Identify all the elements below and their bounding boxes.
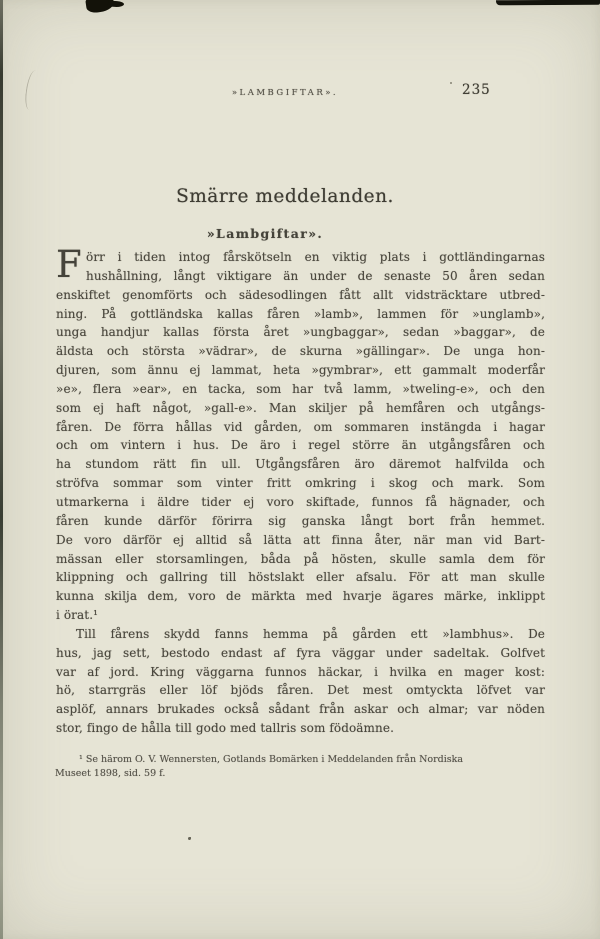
body-text-line: djuren, som ännu ej lammat, heta »gymbrar», ett gammalt moderfår [56, 363, 545, 378]
body-text-line: fåren kunde därför förirra sig ganska långt bort från hemmet. [56, 513, 545, 528]
page-number: 235 [462, 82, 491, 98]
body-text-line: örr i tiden intog fårskötseln en viktig plats i gottländingarnas [86, 250, 545, 264]
body-text-line: som ej haft något, »gall-e». Man skiljer på hemfåren och utgångs- [56, 400, 545, 415]
ink-blot-streak [108, 0, 124, 7]
section-title: Smärre meddelanden. [176, 186, 394, 207]
body-text-line: De voro därför ej alltid så lätta att finna åter, när man vid Bart- [56, 532, 545, 547]
footnote [55, 753, 547, 780]
body-text-line: och om vintern i hus. De äro i regel större än utgångsfåren och [56, 438, 545, 453]
body-text-line: »e», flera »ear», en tacka, som har två lamm, »tweling-e», och den [56, 381, 545, 396]
body-text-line: enskiftet genomförts och sädesodlingen fått allt vidsträcktare utbred- [56, 287, 545, 302]
body-text-line: i örat.¹ [56, 608, 99, 623]
drop-cap: F [56, 243, 82, 286]
body-text-line: fåren. De förra hållas vid gården, om sommaren instängda i hagar [56, 419, 545, 434]
body-text-line: mässan eller storsamlingen, båda på hösten, skulle samla dem för [56, 551, 545, 566]
body-text-line: Till fårens skydd fanns hemma på gården ett »lambhus». De [76, 626, 545, 641]
body-text-line: utmarkerna i äldre tider ej voro skiftade, funnos få hägnader, och [56, 494, 545, 509]
paper-speck [188, 837, 191, 840]
body-text-line: hö, starrgräs eller löf bjöds fåren. Det mest omtyckta löfvet var [56, 683, 545, 698]
body-text-line: äldsta och största »vädrar», de skurna »gällingar». De unga hon- [56, 344, 545, 359]
body-text [56, 243, 545, 738]
body-text-line: var af jord. Kring väggarna funnos häckar, i hvilka en mager kost: [56, 664, 545, 679]
body-text-line: ha stundom rätt fin ull. Utgångsfåren äro däremot halfvilda och [56, 457, 545, 472]
body-text-line: klippning och gallring till höstslakt eller afsalu. För att man skulle [56, 570, 545, 585]
body-text-line: unga handjur kallas första året »ungbaggar», sedan »baggar», de [56, 325, 545, 340]
article-title: »Lambgiftar». [206, 226, 324, 241]
body-text-line: asplöf, annars brukades också sådant från askar och almar; var nöden [56, 702, 545, 717]
paper-speck [450, 82, 452, 84]
body-text-line: kunna skilja dem, voro de märkta med hvarje ägares märke, inklippt [56, 589, 545, 604]
body-text-line: ning. På gottländska kallas fåren »lamb», lammen för »unglamb», [56, 306, 545, 321]
scan-edge-shadow [0, 0, 3, 939]
footnote-line: ¹ Se härom O. V. Wennersten, Gotlands Bomärken i Meddelanden från Nordiska [79, 754, 464, 765]
scan-dark-bar [496, 0, 600, 5]
body-text-line: hus, jag sett, bestodo endast af fyra väggar under sadeltak. Golfvet [56, 645, 545, 660]
body-text-line: stor, fingo de hålla till godo med tallris som födoämne. [56, 721, 394, 736]
running-header: »LAMBGIFTAR». [231, 88, 339, 98]
footnote-line: Museet 1898, sid. 59 f. [55, 767, 166, 779]
body-text-line: hushållning, långt viktigare än under de senaste 50 åren sedan [86, 268, 545, 283]
paper-scratch [24, 69, 41, 110]
body-text-line: ströfva sommar som vinter fritt omkring i skog och mark. Som [56, 476, 545, 491]
